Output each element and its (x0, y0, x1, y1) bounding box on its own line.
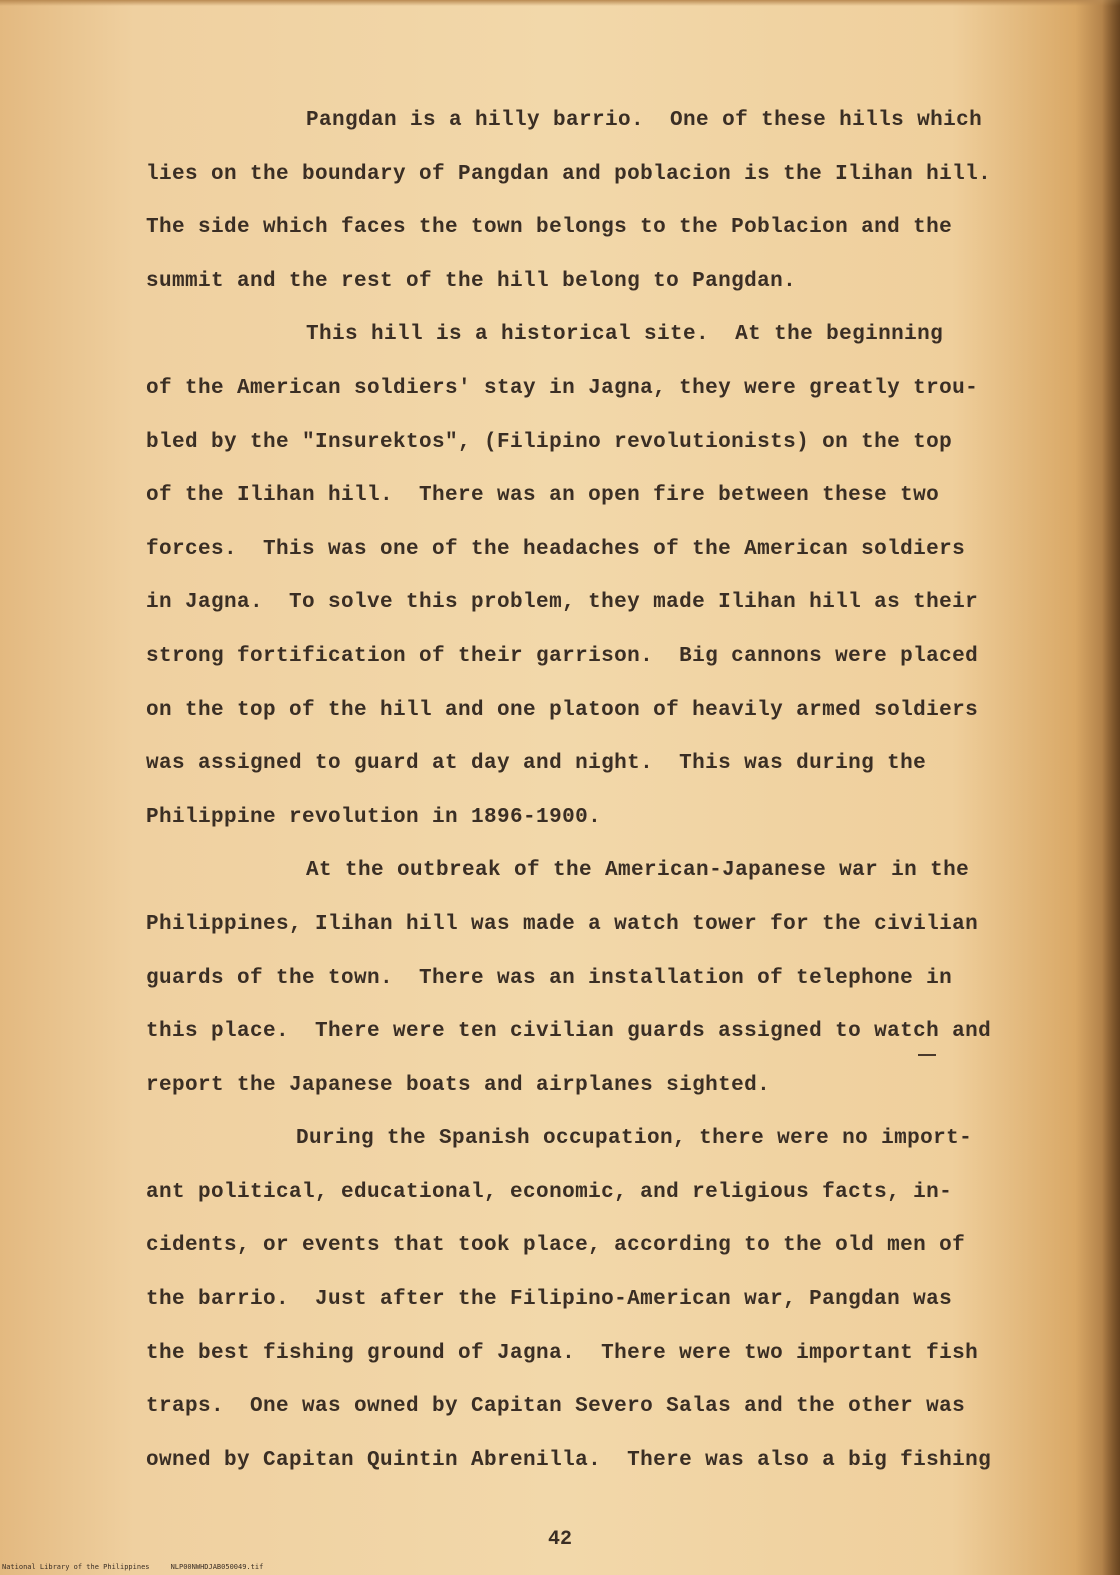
paragraph-2-line-10: Philippine revolution in 1896-1900. (146, 805, 602, 829)
paragraph-4-line-4: the barrio. Just after the Filipino-American war, Pangdan was (146, 1288, 953, 1312)
paragraph-2-line-6: in Jagna. To solve this problem, they made Ilihan hill as their (146, 591, 979, 615)
paragraph-1-line-2: lies on the boundary of Pangdan and poblacion is the Ilihan hill. (146, 162, 992, 186)
paragraph-3-line-4: this place. There were ten civilian guards assigned to watch and (146, 1020, 992, 1044)
scan-caption: National Library of the Philippines NLP00NWHDJAB050049.tif (2, 1563, 264, 1571)
paragraph-4-line-7: owned by Capitan Quintin Abrenilla. There was also a big fishing (146, 1448, 992, 1472)
paragraph-3-line-2: Philippines, Ilihan hill was made a watch tower for the civilian (146, 912, 979, 936)
paragraph-4-line-6: traps. One was owned by Capitan Severo Salas and the other was (146, 1395, 966, 1419)
page-top-edge (0, 0, 1120, 6)
paragraph-1-line-4: summit and the rest of the hill belong to Pangdan. (146, 269, 797, 293)
paragraph-4-line-1: During the Spanish occupation, there were no import- (296, 1127, 973, 1151)
paragraph-2-line-7: strong fortification of their garrison. Big cannons were placed (146, 644, 979, 668)
paragraph-4-line-3: cidents, or events that took place, according to the old men of (146, 1234, 966, 1258)
page-number: 42 (547, 1528, 572, 1551)
paragraph-1-line-1: Pangdan is a hilly barrio. One of these hills which (306, 109, 983, 132)
stray-ink-mark (918, 1054, 936, 1056)
paragraph-3-line-1: At the outbreak of the American-Japanese war in the (306, 859, 970, 883)
paragraph-3-line-5: report the Japanese boats and airplanes sighted. (146, 1073, 771, 1097)
document-body (146, 94, 1016, 1487)
paragraph-3-line-3: guards of the town. There was an installation of telephone in (146, 966, 953, 990)
paragraph-2-line-4: of the Ilihan hill. There was an open fire between these two (146, 484, 940, 508)
page-binding-shadow (1102, 0, 1120, 1575)
paragraph-4-line-5: the best fishing ground of Jagna. There were two important fish (146, 1341, 979, 1365)
paragraph-4-line-2: ant political, educational, economic, and religious facts, in- (146, 1180, 953, 1204)
paragraph-2-line-8: on the top of the hill and one platoon of heavily armed soldiers (146, 698, 979, 722)
paragraph-1-line-3: The side which faces the town belongs to the Poblacion and the (146, 216, 953, 240)
paragraph-2-line-3: bled by the "Insurektos", (Filipino revolutionists) on the top (146, 430, 953, 454)
paragraph-2-line-9: was assigned to guard at day and night. This was during the (146, 752, 927, 776)
paragraph-2-line-1: This hill is a historical site. At the beginning (306, 323, 944, 347)
paragraph-2-line-2: of the American soldiers' stay in Jagna, they were greatly trou- (146, 376, 979, 400)
paragraph-2-line-5: forces. This was one of the headaches of the American soldiers (146, 537, 966, 561)
